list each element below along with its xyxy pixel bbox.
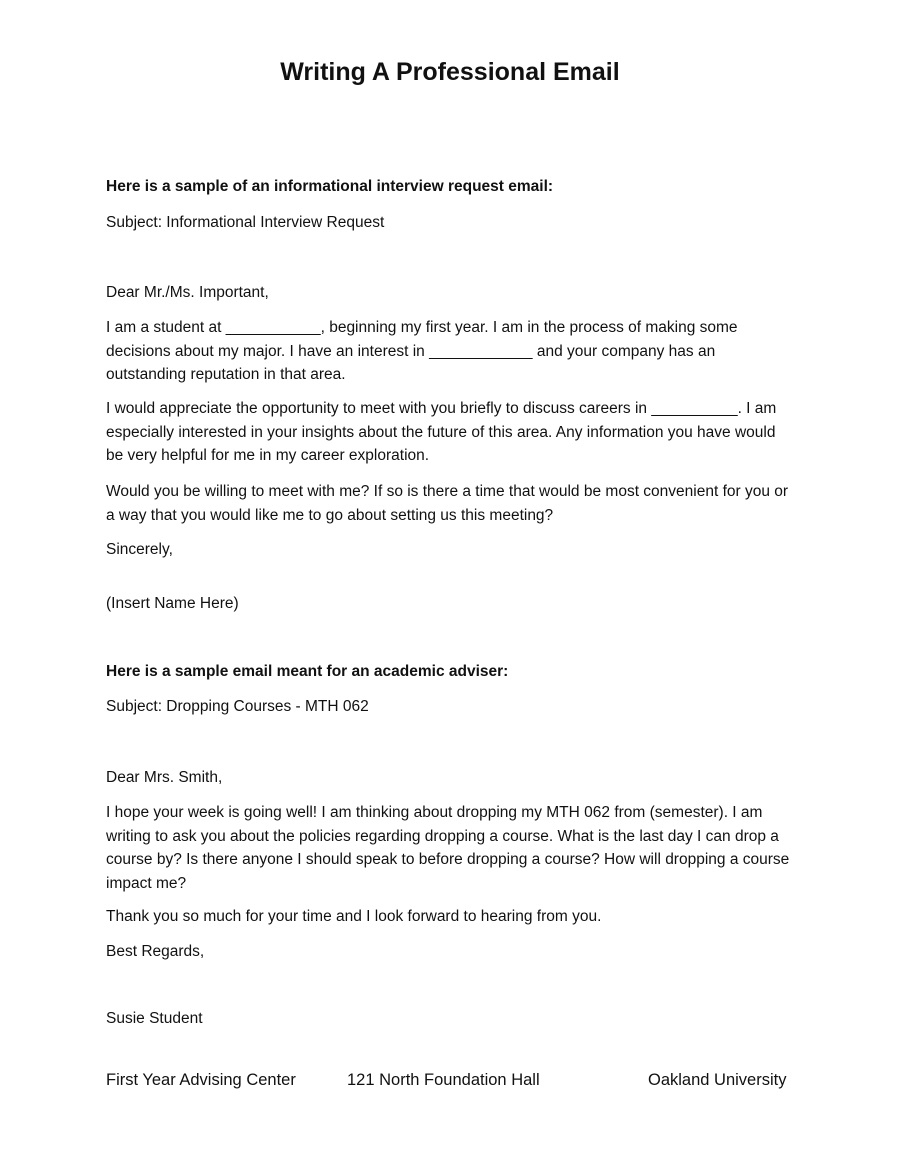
section-2-paragraph-1: I hope your week is going well! I am thinking about dropping my MTH 062 from (semester). I am writing to ask you about the policies regarding dropping a course. What is the last day I can drop a course by? Is there anyone I should speak to before dropping a course? How will dropping a course impact me? <box>106 804 790 892</box>
page-title: Writing A Professional Email <box>280 58 620 86</box>
section-2-heading: Here is a sample email meant for an academic adviser: <box>106 663 509 680</box>
section-1-heading: Here is a sample of an informational interview request email: <box>106 178 554 195</box>
footer-office-name: First Year Advising Center <box>106 1071 296 1089</box>
section-1-paragraph-2: I would appreciate the opportunity to meet with you briefly to discuss careers in __________. I am especially interested in your insights about the future of this area. Any information you have would be very helpful for me in my career exploration. <box>106 400 777 464</box>
section-2-signature: Susie Student <box>106 1010 203 1027</box>
section-1-subject: Subject: Informational Interview Request <box>106 214 385 231</box>
footer-address: 121 North Foundation Hall <box>347 1071 540 1089</box>
section-2-paragraph-2: Thank you so much for your time and I look forward to hearing from you. <box>106 908 602 925</box>
section-2-closing: Best Regards, <box>106 943 205 960</box>
section-1-greeting: Dear Mr./Ms. Important, <box>106 284 269 301</box>
section-1-signature: (Insert Name Here) <box>106 595 239 612</box>
section-2-greeting: Dear Mrs. Smith, <box>106 769 223 786</box>
section-2-subject: Subject: Dropping Courses - MTH 062 <box>106 698 369 715</box>
section-1-paragraph-3: Would you be willing to meet with me? If so is there a time that would be most convenient for you or a way that you would like me to go about setting us this meeting? <box>106 483 789 524</box>
section-1-closing: Sincerely, <box>106 541 173 558</box>
footer-university: Oakland University <box>648 1071 787 1089</box>
section-1-paragraph-1: I am a student at ___________, beginning my first year. I am in the process of making some decisions about my major. I have an interest in ____________ and your company has an outstanding reputation in that area. <box>106 319 738 383</box>
